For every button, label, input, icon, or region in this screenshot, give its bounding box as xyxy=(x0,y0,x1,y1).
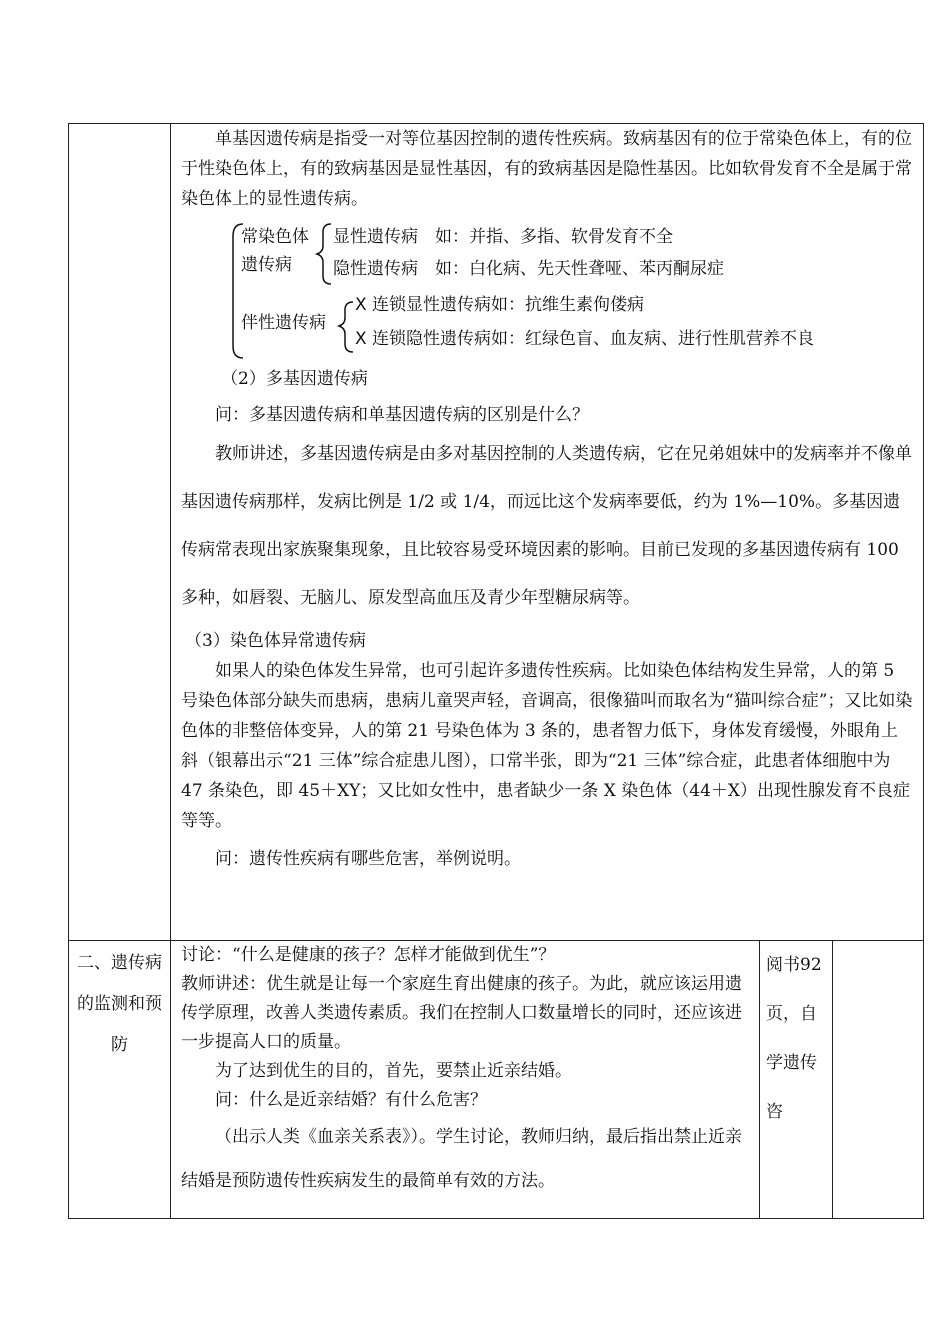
student-activity-cell xyxy=(760,941,833,1219)
consanguinity-statement: 为了达到优生的目的，首先，要禁止近亲结婚。 xyxy=(215,1061,572,1081)
x-dominant-line: X 连锁显性遗传病如：抗维生素佝偻病 xyxy=(355,295,645,315)
content-cell-genetic-diseases xyxy=(171,124,924,941)
section-cell-empty xyxy=(69,124,171,941)
dominant-disease-line: 显性遗传病 如：并指、多指、软骨发育不全 xyxy=(333,227,673,247)
content-cell-prevention xyxy=(171,941,760,1219)
discussion-line: 讨论：“什么是健康的孩子？怎样才能做到优生”？ xyxy=(181,945,556,965)
autosomal-label-1: 常染色体 xyxy=(241,227,309,247)
heading-polygenic: （2）多基因遗传病 xyxy=(221,369,368,389)
question-polygenic: 问：多基因遗传病和单基因遗传病的区别是什么？ xyxy=(215,405,589,425)
x-recessive-line: X 连锁隐性遗传病如：红绿色盲、血友病、进行性肌营养不良 xyxy=(355,329,815,349)
conclusion-paragraph: （出示人类《血亲关系表》）。学生讨论，教师归纳，最后指出禁止近亲结婚是预防遗传性疾病发生的最简单有效的方法。 xyxy=(181,1127,742,1191)
sexlinked-label: 伴性遗传病 xyxy=(241,313,326,333)
table-row xyxy=(69,941,924,1219)
single-gene-paragraph: 单基因遗传病是指受一对等位基因控制的遗传性疾病。致病基因有的位于常染色体上，有的位于性染色体上，有的致病基因是显性基因，有的致病基因是隐性基因。比如软骨发育不全是属于常染色体上的显性遗传病。 xyxy=(181,129,912,209)
autosomal-label-2: 遗传病 xyxy=(241,255,292,275)
remarks-cell-empty xyxy=(833,941,924,1219)
recessive-disease-line: 隐性遗传病 如：白化病、先天性聋哑、苯丙酮尿症 xyxy=(333,259,724,279)
reading-note: 阅书92页，自学遗传咨 xyxy=(766,955,822,1122)
question-hazards: 问：遗传性疾病有哪些危害，举例说明。 xyxy=(215,849,521,869)
question-consanguinity: 问：什么是近亲结婚？有什么危害？ xyxy=(215,1090,487,1110)
section-title-cell xyxy=(69,941,171,1219)
disease-classification-diagram xyxy=(229,218,913,364)
chromosomal-paragraph: 如果人的染色体发生异常，也可引起许多遗传性疾病。比如染色体结构发生异常，人的第 5 号染色体部分缺失而患病，患病儿童哭声轻，音调高，很像猫叫而取名为“猫叫综合症”；又比如染色体的非整倍体变异，人的第 21 号染色体为 3 条的，患者智力低下，身体发育缓慢，外眼角上斜（银幕出示“21 三体”综合症患儿图），口常半张，即为“21 三体”综合症，此患者体细胞中为 47 条染色，即 45＋XY；又比如女性中，患者缺少一条 X 染色体（44＋X）出现性腺发育不良症等等。 xyxy=(181,661,913,831)
eugenics-paragraph: 教师讲述：优生就是让每一个家庭生育出健康的孩子。为此，就应该运用遗传学原理，改善人类遗传素质。我们在控制人口数量增长的同时，还应该进一步提高人口的质量。 xyxy=(181,974,742,1052)
lesson-plan-table xyxy=(68,123,924,1219)
polygenic-paragraph: 教师讲述，多基因遗传病是由多对基因控制的人类遗传病，它在兄弟姐妹中的发病率并不像单基因遗传病那样，发病比例是 1/2 或 1/4，而远比这个发病率要低，约为 1%—10%。多基因遗传病常表现出家族聚集现象，且比较容易受环境因素的影响。目前已发现的多基因遗传病有 100 多种，如唇裂、无脑儿、原发型高血压及青少年型糖尿病等。 xyxy=(181,444,912,608)
section-title: 二、遗传病的监测和预防 xyxy=(77,953,162,1055)
heading-chromosomal: （3）染色体异常遗传病 xyxy=(185,631,366,651)
table-row xyxy=(69,124,924,941)
